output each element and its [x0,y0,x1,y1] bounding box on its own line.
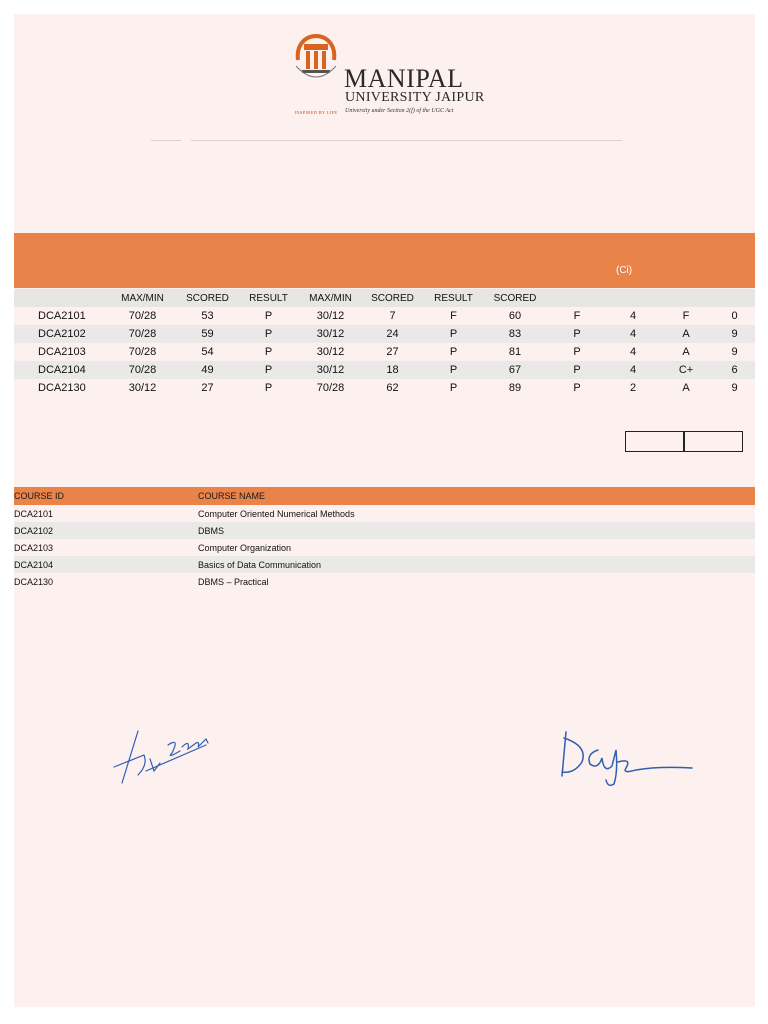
subheader-cell: SCORED [177,289,238,307]
table-cell: 24 [362,325,423,343]
table-cell: 53 [201,310,214,322]
course-id: DCA2104 [14,556,198,573]
table-cell: A [658,325,714,343]
university-tagline: University under Section 2(f) of the UGC Act [345,108,454,114]
credits-label: (Ci) [616,265,633,276]
table-cell: 4 [629,346,637,358]
list-item [14,505,755,522]
table-cell: P [546,361,608,379]
table-cell: F [573,310,581,322]
table-cell: 27 [201,382,214,394]
table-cell: P [449,382,458,394]
header-course-id: COURSE ID [14,487,198,505]
table-cell: 7 [389,310,396,322]
table-cell: P [546,325,608,343]
total-box-left [625,431,685,452]
table-row [14,379,755,397]
table-cell: P [423,325,484,343]
table-cell: A [682,382,690,394]
table-cell: 4 [629,310,637,322]
header-course-name: COURSE NAME [198,487,755,505]
table-cell: 4 [608,325,658,343]
course-name: DBMS – Practical [198,576,269,587]
subheader-cell [658,289,714,307]
table-cell: 4 [608,361,658,379]
subheader-cell: SCORED [484,289,546,307]
course-id: DCA2102 [14,522,198,539]
table-cell: 62 [386,382,399,394]
table-cell: 30/12 [316,346,345,358]
grades-header-band [14,233,755,288]
table-cell: 81 [508,346,522,358]
course-list-table [14,487,755,590]
table-cell: P [423,361,484,379]
header-rule-left [151,140,181,141]
table-cell: P [573,382,581,394]
table-cell: 2 [629,382,637,394]
course-id-cell: DCA2102 [14,325,108,343]
table-cell: P [264,346,273,358]
course-id-cell: DCA2101 [38,310,86,322]
table-cell: 70/28 [108,325,177,343]
list-item [14,573,755,590]
total-box-right [683,431,743,452]
subheader-cell [14,289,108,307]
subheader-cell [608,289,658,307]
subheader-cell: RESULT [423,289,484,307]
table-cell: P [449,346,458,358]
table-cell: 70/28 [128,310,157,322]
table-cell: 30/12 [316,310,345,322]
table-cell: 70/28 [128,346,157,358]
course-name: Basics of Data Communication [198,556,755,573]
course-id: DCA2101 [14,508,54,519]
subheader-cell: SCORED [362,289,423,307]
table-row [14,307,755,325]
table-cell: 54 [201,346,214,358]
list-item [14,556,755,573]
table-cell: 30/12 [299,325,362,343]
table-cell: 49 [177,361,238,379]
table-cell: C+ [658,361,714,379]
list-item [14,522,755,539]
table-cell: P [238,325,299,343]
subheader-cell [546,289,608,307]
table-cell: 59 [177,325,238,343]
course-id: DCA2130 [14,576,54,587]
table-cell: 83 [484,325,546,343]
signature-left [110,725,215,790]
signature-right [558,728,698,790]
grades-table [14,289,755,397]
course-id: DCA2103 [14,542,54,553]
table-cell: F [682,310,690,322]
table-cell: P [264,310,273,322]
table-cell: F [450,310,457,322]
university-subtitle: UNIVERSITY JAIPUR [345,90,485,105]
subheader-cell: RESULT [238,289,299,307]
course-id-cell: DCA2130 [38,382,86,394]
table-cell: 6 [714,361,755,379]
table-cell: P [264,382,273,394]
table-row [14,361,755,379]
emblem-icon [292,30,340,86]
subheader-cell: MAX/MIN [108,289,177,307]
table-cell: 27 [386,346,399,358]
grades-subheader-row [14,289,755,307]
table-cell: 67 [484,361,546,379]
university-name: MANIPAL [344,64,464,93]
table-row [14,343,755,361]
subheader-cell [714,289,755,307]
course-name: Computer Organization [198,542,292,553]
table-cell: 9 [731,382,738,394]
course-id-cell: DCA2104 [14,361,108,379]
header-rule-right [191,140,622,141]
table-cell: 18 [362,361,423,379]
logo-motto: INSPIRED BY LIFE [294,110,338,115]
table-cell: 9 [731,346,738,358]
table-cell: A [682,346,690,358]
subheader-cell: MAX/MIN [299,289,362,307]
table-cell: 70/28 [316,382,345,394]
table-cell: 30/12 [128,382,157,394]
course-name: Computer Oriented Numerical Methods [198,508,355,519]
table-cell: 70/28 [108,361,177,379]
table-cell: 0 [731,310,738,322]
list-item [14,539,755,556]
table-row [14,325,755,343]
course-id-cell: DCA2103 [38,346,86,358]
table-cell: 30/12 [299,361,362,379]
table-cell: 60 [508,310,522,322]
university-logo [292,30,492,115]
table-cell: P [238,361,299,379]
course-list-header-row [14,487,755,505]
table-cell: P [573,346,581,358]
table-cell: 89 [508,382,522,394]
table-cell: 9 [714,325,755,343]
course-name: DBMS [198,522,755,539]
